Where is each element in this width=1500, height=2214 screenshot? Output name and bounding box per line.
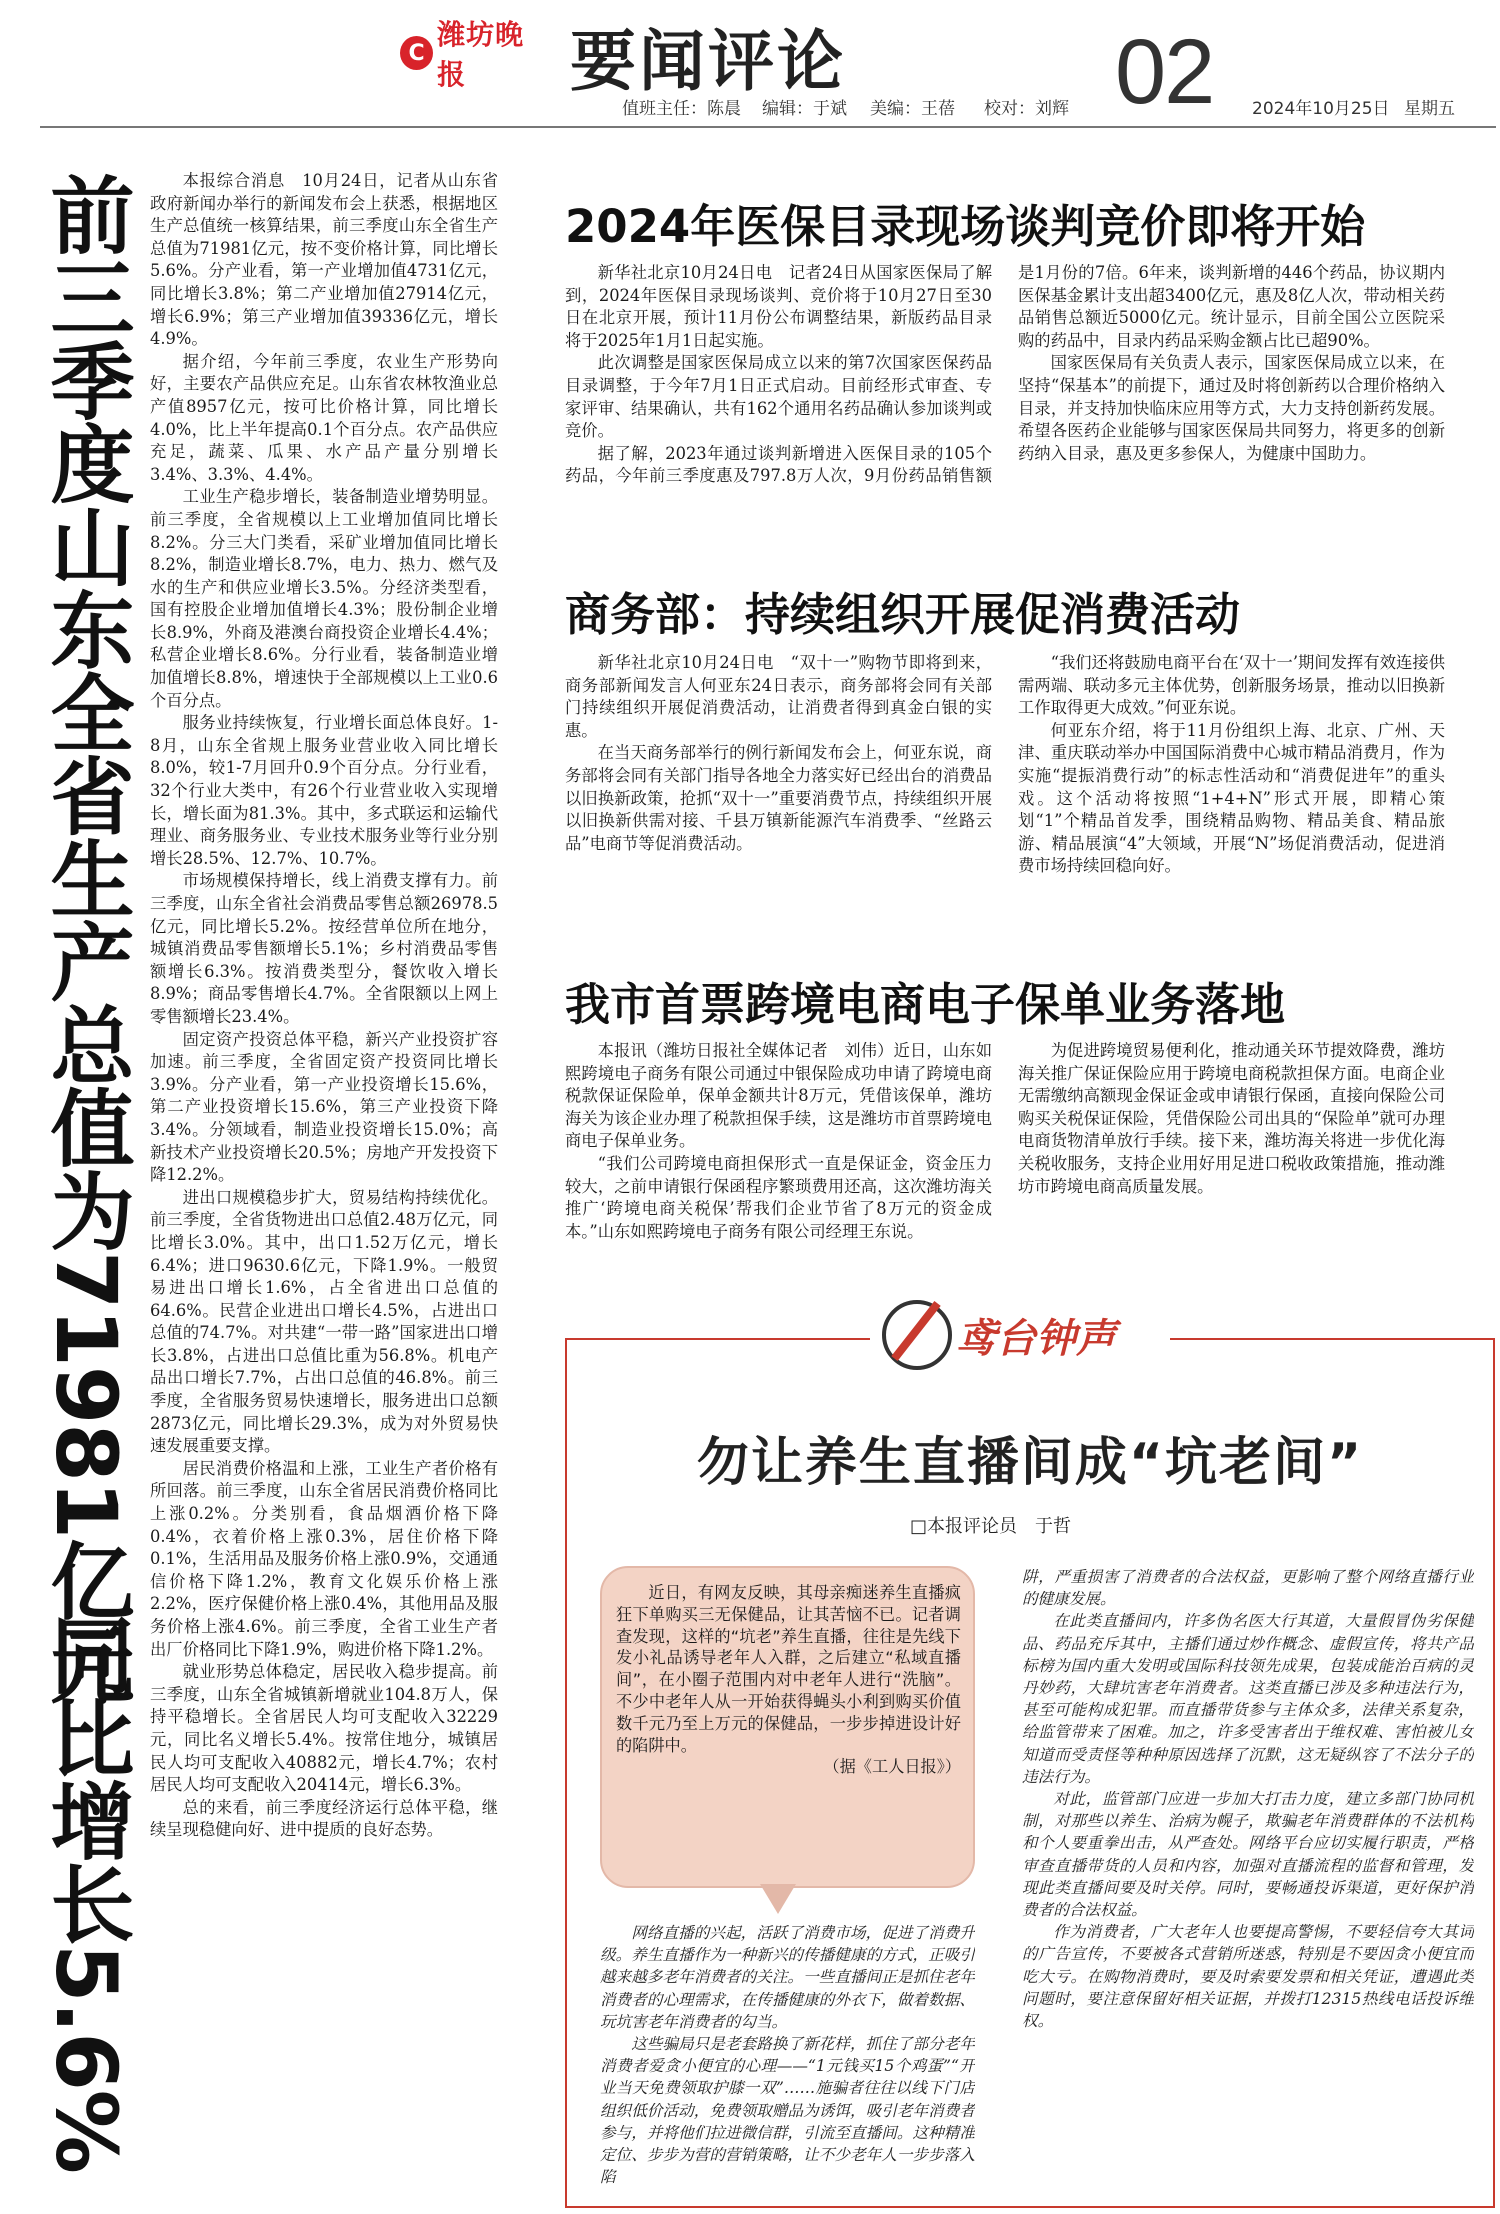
quote-bubble [600,1566,975,1888]
staff-proof: 校对：刘辉 [984,99,1069,119]
commentary-paragraph: 这些骗局只是老套路换了新花样，抓住了部分老年消费者爱贪小便宜的心理——“1元钱买15个鸡蛋”“开业当天免费领取护膝一双”……施骗者往往以线下门店组织低价活动，免费领取赠品为诱饵，吸引老年消费者参与，并将他们拉进微信群，引流至直播间。这种精准定位、步步为营的营销策略，让不少老年人一步步落入陷 [600,2035,975,2187]
article-paragraph: “我们公司跨境电商担保形式一直是保证金，资金压力较大，之前申请银行保函程序繁琐费用还高，这次潍坊海关推广‘跨境电商关税保’帮我们企业节省了8万元的资金成本。”山东如熙跨境电子商务有限公司经理王东说。 [565,1153,992,1241]
lead-paragraph: 据介绍，今年前三季度，农业生产形势向好，主要农产品供应充足。山东省农林牧渔业总产值8957亿元，按可比价格计算，同比增长4.0%，比上半年提高0.1个百分点。农产品供应充足，蔬菜、瓜果、水产品产量分别增长3.4%、3.3%、4.4%。 [150,351,498,484]
lead-paragraph: 服务业持续恢复，行业增长面总体良好。1-8月，山东全省规上服务业营业收入同比增长8.0%，较1-7月回升0.9个百分点。分行业看，32个行业大类中，有26个行业营业收入实现增长，增长面为81.3%。其中，多式联运和运输代理业、商务服务业、专业技术服务业等行业分别增长28.5%、12.7%、10.7%。 [150,713,498,868]
article-title-medical-insurance: 2024年医保目录现场谈判竞价即将开始 [565,200,1366,253]
quote-text: 近日，有网友反映，其母亲痴迷养生直播疯狂下单购买三无保健品，让其苦恼不已。记者调查发现，这样的“坑老”养生直播，往往是先线下发小礼品诱导老年人入群，之后建立“私域直播间”，在小圈子范围内对中老年人进行“洗脑”。不少中老年人从一开始获得蝇头小利到购买价值数千元乃至上万元的保健品，一步步掉进设计好的陷阱中。 [616,1583,961,1755]
lead-article-body [150,170,498,2210]
quote-bubble-tail [760,1884,796,1914]
lead-paragraph: 就业形势总体稳定，居民收入稳步提高。前三季度，山东全省城镇新增就业104.8万人，保持平稳增长。全省居民人均可支配收入32229元，同比名义增长5.4%。按常住地分，城镇居民人均可支配收入40882元，增长4.7%；农村居民人均可支配收入20414元，增长6.3%。 [150,1662,498,1795]
commentary-paragraph: 对此，监管部门应进一步加大打击力度，建立多部门协同机制，对那些以养生、治病为幌子，欺骗老年消费群体的不法机构和个人要重拳出击，从严查处。网络平台应切实履行职责，严格审查直播带货的人员和内容，加强对直播流程的监督和管理，发现此类直播间要及时关停。同时，要畅通投诉渠道，更好保护消费者的合法权益。 [1022,1790,1474,1920]
lead-paragraph: 总的来看，前三季度经济运行总体平稳，继续呈现稳健向好、进中提质的良好态势。 [150,1797,498,1840]
article-title-commerce: 商务部：持续组织开展促消费活动 [565,588,1241,641]
lead-paragraph: 居民消费价格温和上涨，工业生产者价格有所回落。前三季度，山东全省居民消费价格同比上涨0.2%。分类别看，食品烟酒价格下降0.4%，衣着价格上涨0.3%，居住价格下降0.1%，生活用品及服务价格上涨0.9%，交通通信价格下降1.2%，教育文化娱乐价格上涨2.2%，医疗保健价格上涨0.4%，其他用品及服务价格上涨4.6%。前三季度，全省工业生产者出厂价格同比下降1.9%，购进价格下降1.2%。 [150,1458,498,1659]
article-paragraph: 国家医保局有关负责人表示，国家医保局成立以来，在坚持“保基本”的前提下，通过及时将创新药以合理价格纳入目录，并支持加快临床应用等方式，大力支持创新药发展。希望各医药企业能够与国家医保局共同努力，将更多的创新药纳入目录，惠及更多参保人，为健康中国助力。 [1018,353,1445,463]
article-body-ecommerce [565,1040,1445,1290]
commentary-column-right [1022,1566,1474,2206]
lead-headline-main: 前三季度山东全省生产总值为71981亿元 [37,172,135,1705]
issue-weekday: 星期五 [1404,99,1455,119]
newspaper-logo [400,18,550,91]
lead-paragraph: 市场规模保持增长，线上消费支撑有力。前三季度，山东全省社会消费品零售总额26978.5亿元，同比增长5.2%。按经营单位所在地分，城镇消费品零售额增长5.1%；乡村消费品零售额增长6.3%。按消费类型分，餐饮收入增长8.9%；商品零售增长4.7%。全省限额以上网上零售额增长23.4%。 [150,871,498,1026]
commentary-paragraph: 作为消费者，广大老年人也要提高警惕，不要轻信夸大其词的广告宣传，不要被各式营销所迷惑，特别是不要因贪小便宜而吃大亏。在购物消费时，要及时索要发票和相关凭证，遭遇此类问题时，要注意保留好相关证据，并拨打12315热线电话投诉维权。 [1022,1923,1474,2031]
article-paragraph: 何亚东介绍，将于11月份组织上海、北京、广州、天津、重庆联动举办中国国际消费中心城市精品消费月，作为实施“提振消费行动”的标志性活动和“消费促进年”的重头戏。这个活动将按照“1+4+N”形式开展，即精心策划“1”个精品首发季，围绕精品购物、精品美食、精品旅游、精品展演“4”大领域，开展“N”场促消费活动，促进消费市场持续回稳向好。 [1018,720,1445,876]
lead-paragraph: 进出口规模稳步扩大，贸易结构持续优化。前三季度，全省货物进出口总值2.48万亿元，同比增长3.0%。其中，出口1.52万亿元，增长6.4%；进口9630.6亿元，下降1.9%。一般贸易进出口增长1.6%，占全省进出口总值的64.6%。民营企业进出口增长4.5%，占进出口总值的74.7%。对共建“一带一路”国家进出口增长3.8%，占进出口总值比重为56.8%。机电产品出口增长7.7%，占出口总值的46.8%。前三季度，全省服务贸易快速增长，服务进出口总额2873亿元，同比增长29.3%，成为对外贸易快速发展重要支撑。 [150,1187,498,1456]
issue-date: 2024年10月25日 [1252,99,1390,119]
staff-editor-in-charge: 值班主任：陈晨 [622,99,741,119]
lead-paragraph: 固定资产投资总体平稳，新兴产业投资扩容加速。前三季度，全省固定资产投资同比增长3.9%。分产业看，第一产业投资增长15.6%，第二产业投资增长15.6%，第三产业投资下降3.4%。分领域看，制造业投资增长15.0%；高新技术产业投资增长20.5%；房地产开发投资下降12.2%。 [150,1029,498,1185]
staff-art: 美编：王蓓 [870,99,955,119]
lead-headline [37,172,135,2212]
commentary-paragraph: 网络直播的兴起，活跃了消费市场，促进了消费升级。养生直播作为一种新兴的传播健康的方式，正吸引越来越多老年消费者的关注。一些直播间正是抓住老年消费者的心理需求，在传播健康的外衣下，做着数据、玩坑害老年消费者的勾当。 [600,1924,975,2031]
paper-name: 潍坊晚报 [437,18,525,91]
logo-icon: C [400,36,433,70]
article-paragraph: 据了解，2023年通过谈判新增进入医保目录的105个药品，今年前三季度惠及797.8万人次，9月份药品销售额是1月份的7倍。6年来，谈判新增的446个药品，协议期内医保基金累计支出超3400亿元，惠及8亿人次，带动相关药品销售总额近5000亿元。统计显示，目前全国公立医院采购的药品中，目录内药品采购金额占比已超90%。 [565,263,1445,486]
article-paragraph: “我们还将鼓励电商平台在‘双十一’期间发挥有效连接供需两端、联动多元主体优势，创新服务场景，推动以旧换新工作取得更大成效。”何亚东说。 [1018,653,1445,718]
commentary-paragraph: 阱，严重损害了消费者的合法权益，更影响了整个网络直播行业的健康发展。 [1022,1568,1474,1609]
staff-editor: 编辑：于斌 [762,99,847,119]
column-name: 鸢台钟声 [956,1314,1116,1362]
article-paragraph: 新华社北京10月24日电 记者24日从国家医保局了解到，2024年医保目录现场谈判、竞价将于10月27日至30日在北京开展，预计11月份公布调整结果，新版药品目录将于2025年1月1日起实施。 [565,263,992,350]
article-paragraph: 本报讯（潍坊日报社全媒体记者 刘伟）近日，山东如熙跨境电子商务有限公司通过中银保险成功申请了跨境电商税款保证保险单，保单金额共计8万元，凭借该保单，潍坊海关为该企业办理了税款担保手续，这是潍坊市首票跨境电商电子保单业务。 [565,1041,992,1151]
brush-icon [882,1300,952,1370]
quote-source: （据《工人日报》） [823,1757,961,1777]
article-paragraph: 新华社北京10月24日电 “双十一”购物节即将到来，商务部新闻发言人何亚东24日表示，商务部将会同有关部门持续组织开展促消费活动，让消费者得到真金白银的实惠。 [565,653,992,740]
lead-paragraph: 本报综合消息 10月24日，记者从山东省政府新闻办举行的新闻发布会上获悉，根据地区生产总值统一核算结果，前三季度山东全省生产总值为71981亿元，按不变价格计算，同比增长5.6%。分产业看，第一产业增加值4731亿元，同比增长3.8%；第二产业增加值27914亿元，增长6.9%；第三产业增加值39336亿元，增长4.9%。 [150,171,498,349]
article-body-medical-insurance [565,262,1445,540]
column-badge [882,1300,1116,1370]
commentary-paragraph: 在此类直播间内，许多伪名医大行其道，大量假冒伪劣保健品、药品充斥其中，主播们通过炒作概念、虚假宣传，将共产品标榜为国内重大发明或国际科技领先成果，包装成能治百病的灵丹妙药，大肆坑害老年消费者。这类直播已涉及多种违法行为，甚至可能构成犯罪。而直播带货参与主体众多，法律关系复杂，给监管带来了困难。加之，许多受害者出于维权难、害怕被儿女知道而受责怪等种种原因选择了沉默，这无疑纵容了不法分子的违法行为。 [1022,1612,1474,1786]
masthead-rule [40,126,1496,128]
article-paragraph: 在当天商务部举行的例行新闻发布会上，何亚东说，商务部将会同有关部门指导各地全力落实好已经出台的消费品以旧换新政策，抢抓“双十一”重要消费节点，持续组织开展以旧换新供需对接、千县万镇新能源汽车消费季、“丝路云品”电商节等促消费活动。 [565,743,992,853]
commentary-column-left [600,1922,975,2204]
page-number: 02 [1115,21,1214,123]
article-body-commerce [565,652,1445,920]
article-title-ecommerce: 我市首票跨境电商电子保单业务落地 [565,978,1286,1031]
article-paragraph: 此次调整是国家医保局成立以来的第7次国家医保药品目录调整，于今年7月1日正式启动。目前经形式审查、专家评审、结果确认，共有162个通用名药品确认参加谈判或竞价。 [565,353,992,441]
commentary-title: 勿让养生直播间成“坑老间” [696,1433,1364,1493]
section-title: 要闻评论 [570,22,846,100]
article-paragraph: 为促进跨境贸易便利化，推动通关环节提效降费，潍坊海关推广保证保险应用于跨境电商税款担保方面。电商企业无需缴纳高额现金保证金或申请银行保函，直接向保险公司购买关税保证保险，凭借保险公司出具的“保险单”就可办理电商货物清单放行手续。接下来，潍坊海关将进一步优化海关税收服务，支持企业用好用足进口税收政策措施，推动潍坊市跨境电商高质量发展。 [1018,1041,1445,1196]
lead-paragraph: 工业生产稳步增长，装备制造业增势明显。前三季度，全省规模以上工业增加值同比增长8.2%。分三大门类看，采矿业增加值同比增长8.2%，制造业增长8.7%，电力、热力、燃气及水的生产和供应业增长3.5%。分经济类型看，国有控股企业增加值增长4.3%；股份制企业增长8.9%，外商及港澳台商投资企业增长4.4%；私营企业增长8.6%。分行业看，装备制造业增加值增长8.8%，增速快于全部规模以上工业0.6个百分点。 [150,487,498,710]
lead-headline-sub: 同比增长5.6% [37,1612,135,2173]
commentary-author: □本报评论员 于哲 [910,1516,1072,1537]
